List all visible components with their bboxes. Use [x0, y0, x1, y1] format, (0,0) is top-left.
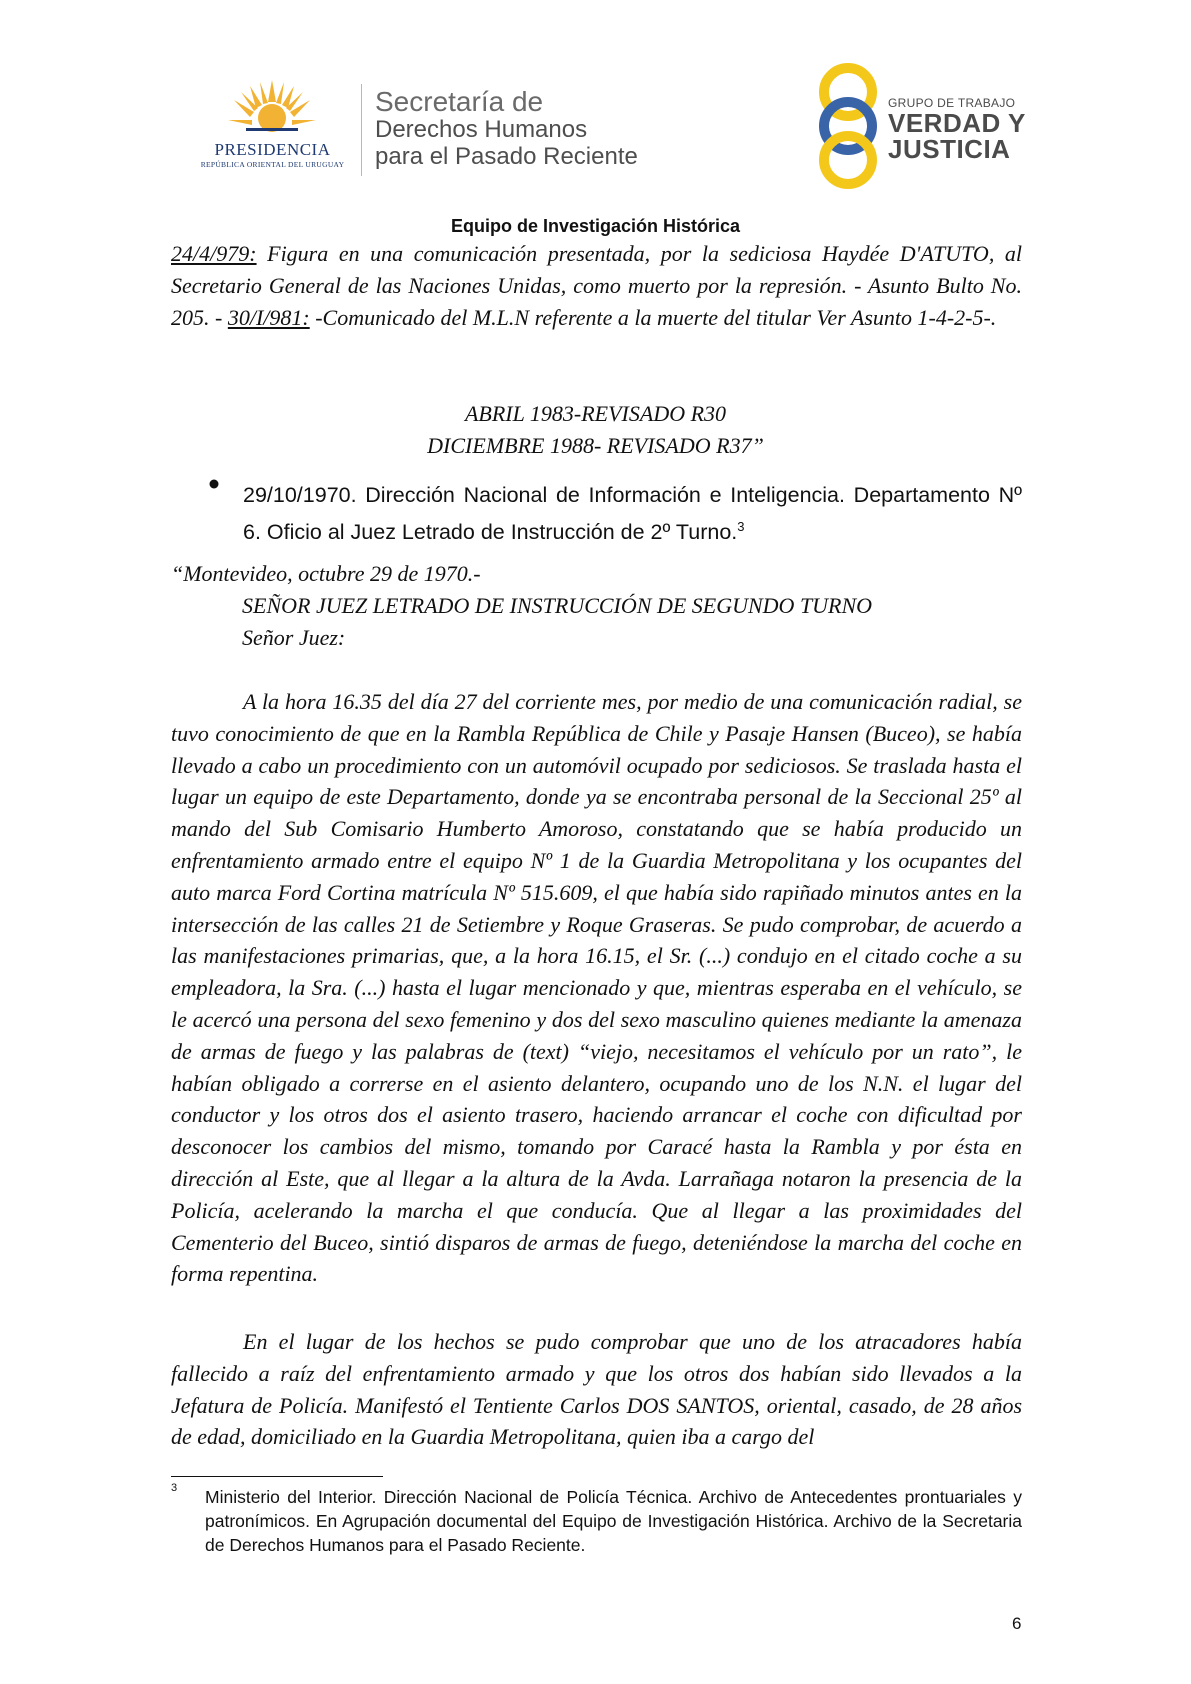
letter-paragraph-2	[171, 1326, 1022, 1453]
justicia-label: JUSTICIA	[888, 134, 1011, 164]
letter-salutation: Señor Juez:	[242, 625, 346, 650]
intro-date-2: 30/I/981:	[227, 304, 310, 330]
verdad-label: VERDAD Y	[888, 108, 1026, 138]
page-number: 6	[1012, 1614, 1022, 1633]
intro-date-1: 24/4/979:	[171, 241, 257, 266]
bullet-icon	[208, 478, 220, 490]
footnote-reference[interactable]: 3	[737, 519, 745, 534]
presidencia-subtitle: REPÚBLICA ORIENTAL DEL URUGUAY	[200, 160, 345, 169]
verdad-justicia-rings-icon	[808, 62, 888, 190]
presidencia-name: PRESIDENCIA	[214, 140, 331, 159]
footnote-number: 3	[171, 1482, 178, 1494]
intro-text-1: Figura en una comunicación presentada, por la sediciosa Haydée D'ATUTO, al Secretario General de las Naciones Unidas, como muerto por la represión. - Asunto Bulto No. 205. -	[171, 241, 1022, 330]
revision-line-1: ABRIL 1983-REVISADO R30	[464, 401, 727, 426]
footnote-separator	[171, 1476, 383, 1477]
revision-line-2: DICIEMBRE 1988- REVISADO R37”	[427, 433, 764, 458]
secretaria-line3: para el Pasado Reciente	[375, 143, 638, 171]
secretaria-title	[375, 86, 638, 171]
grupo-trabajo-text	[888, 96, 1026, 162]
bullet-item	[243, 480, 1022, 548]
letter-addressee: SEÑOR JUEZ LETRADO DE INSTRUCCIÓN DE SEGUNDO TURNO	[242, 593, 873, 618]
letter-opening: “Montevideo, octubre 29 de 1970.-	[171, 561, 481, 586]
bullet-item-text: 29/10/1970. Dirección Nacional de Información e Inteligencia. Departamento Nº 6. Oficio al Juez Letrado de Instrucción de 2º Turno.	[243, 483, 1022, 545]
team-heading: Equipo de Investigación Histórica	[450, 216, 741, 236]
letter-paragraph-2-text: En el lugar de los hechos se pudo comprobar que uno de los atracadores había fallecido a raíz del enfrentamiento armado y que los otros dos habían sido llevados a la Jefatura de Policía. Manifestó el Tentiente Carlos DOS SANTOS, oriental, casado, de 28 años de edad, domiciliado en la Guardia Metropolitana, quien iba a cargo del	[171, 1329, 1022, 1450]
grupo-trabajo-label: GRUPO DE TRABAJO	[888, 96, 1016, 110]
footnote-text: Ministerio del Interior. Dirección Nacional de Policía Técnica. Archivo de Antecedentes prontuariales y patronímicos. En Agrupación documental del Equipo de Investigación Histórica. Archivo de la Secretaria de Derechos Humanos para el Pasado Reciente.	[205, 1487, 1022, 1555]
intro-paragraph	[171, 238, 1022, 333]
presidencia-logo	[190, 78, 355, 176]
intro-text-2: -Comunicado del M.L.N referente a la muerte del titular Ver Asunto 1-4-2-5-.	[309, 304, 997, 330]
secretaria-line2: Derechos Humanos	[375, 116, 588, 144]
secretaria-line1: Secretaría de	[375, 86, 544, 117]
header-divider	[361, 84, 362, 176]
sun-icon	[190, 78, 355, 140]
letter-paragraph-1	[171, 686, 1022, 1290]
letter-heading	[242, 590, 872, 654]
letter-paragraph-1-text: A la hora 16.35 del día 27 del corriente mes, por medio de una comunicación radial, se tuvo conocimiento de que en la Rambla República de Chile y Pasaje Hansen (Buceo), se había llevado a cabo un procedimiento con un automóvil ocupado por sediciosos. Se traslada hasta el lugar un equipo de este Departamento, donde ya se encontraba personal de la Seccional 25º al mando del Sub Comisario Humberto Amoroso, constatando que se había producido un enfrentamiento armado entre el equipo Nº 1 de la Guardia Metropolitana y los ocupantes del auto marca Ford Cortina matrícula Nº 515.609, el que había sido rapiñado minutos antes en la intersección de las calles 21 de Setiembre y Roque Graseras. Se pudo comprobar, de acuerdo a las manifestaciones primarias, que, a la hora 16.15, el Sr. (...) condujo en el citado coche a su empleadora, la Sra. (...) hasta el lugar mencionado y que, mientras esperaba en el vehículo, se le acercó una persona del sexo femenino y dos del sexo masculino quienes mediante la amenaza de armas de fuego y las palabras de (text) “viejo, necesitamos el vehículo por un rato”, le habían obligado a correrse en el asiento delantero, ocupando uno de los N.N. el lugar del conductor y los otros dos el asiento trasero, haciendo arrancar el coche con dificultad por desconocer los cambios del mismo, tomando por Caracé hasta la Rambla y por ésta en dirección al Este, que al llegar a la altura de la Avda. Larrañaga notaron la presencia de la Policía, acelerando la marcha el que conducía. Que al llegar a las proximidades del Cementerio del Buceo, sintió disparos de armas de fuego, deteniéndose la marcha del coche en forma repentina.	[171, 689, 1022, 1287]
